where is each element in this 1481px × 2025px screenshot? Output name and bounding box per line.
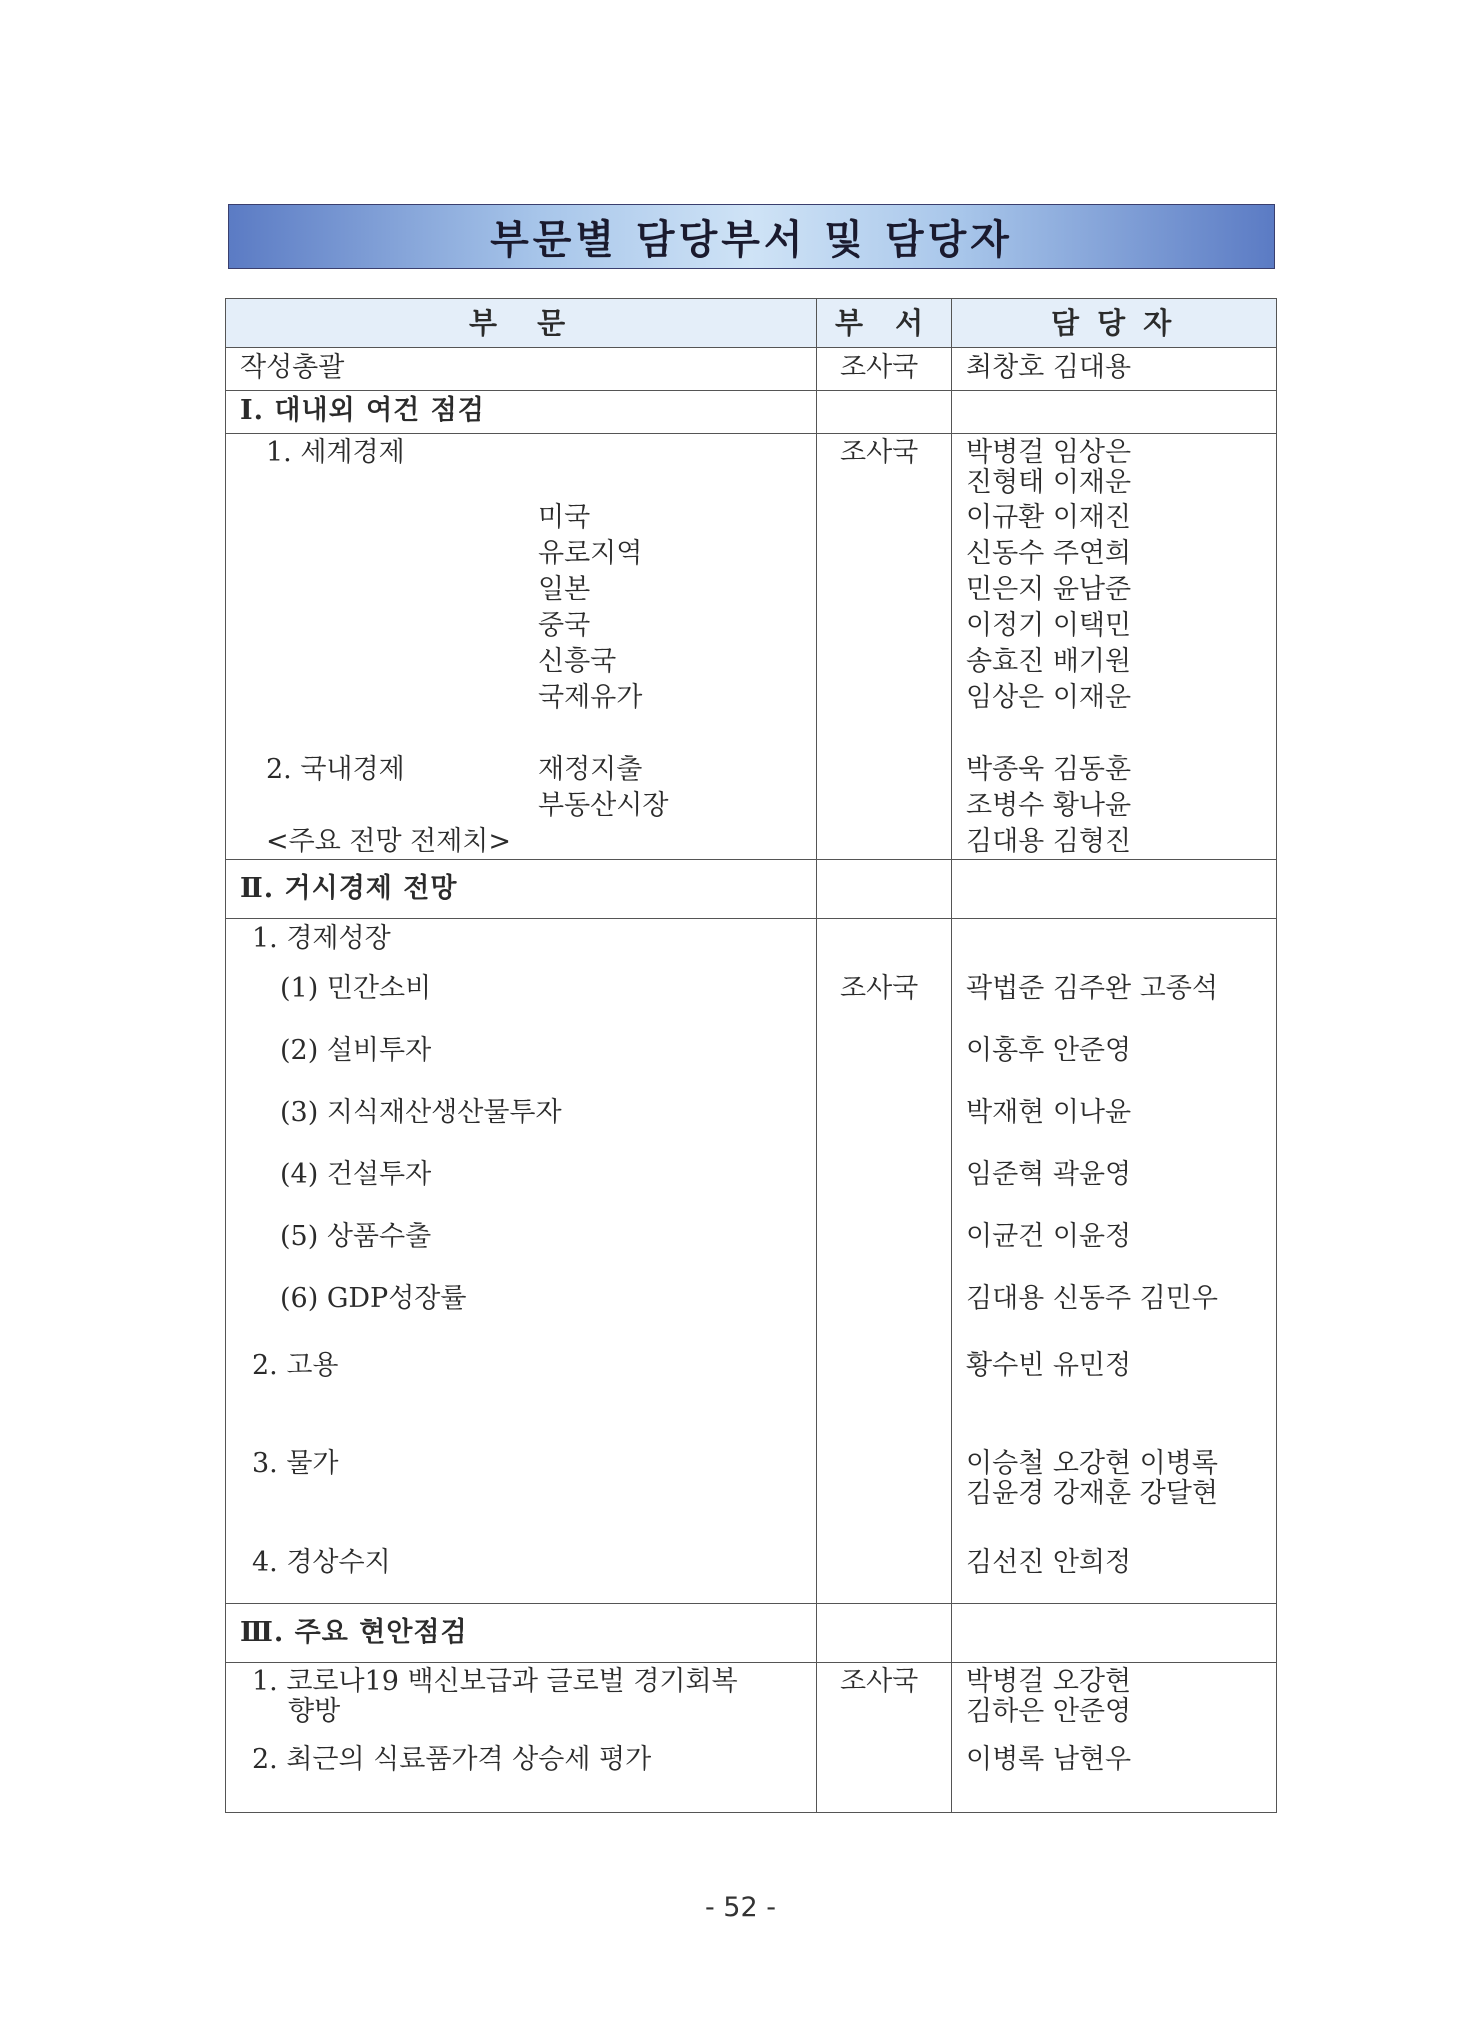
person-prices-1: 이승철 오강현 이병록 [966,1448,1218,1479]
sub-label-consumption: (1) 민간소비 [280,973,432,1004]
person-gdp: 김대용 신동주 김민우 [966,1283,1218,1314]
dept-world-economy: 조사국 [840,437,919,468]
person-euro: 신동수 주연희 [966,538,1132,569]
row-divider [226,859,1276,860]
row-label-premises: <주요 전망 전제치> [266,826,511,857]
title-banner [228,204,1275,269]
person-real-estate: 조병수 황나윤 [966,790,1132,821]
section-heading-1: Ⅰ. 대내외 여건 점검 [240,395,485,426]
person-food-prices: 이병록 남현우 [966,1744,1132,1775]
row-label-overall: 작성총괄 [240,352,345,383]
assignment-table [225,298,1277,1813]
header-col-dept: 부 서 [835,306,924,340]
person-fiscal: 박종욱 김동훈 [966,754,1132,785]
person-current-account: 김선진 안희정 [966,1547,1132,1578]
person-exports: 이균건 이윤정 [966,1221,1132,1252]
header-col-section: 부 문 [469,306,566,340]
person-consumption: 곽법준 김주완 고종석 [966,973,1218,1004]
row-label-covid-2: 향방 [288,1696,341,1727]
sub-label-usa: 미국 [538,502,591,533]
row-label-growth: 1. 경제성장 [252,923,391,954]
row-label-current-account: 4. 경상수지 [252,1547,391,1578]
person-overall: 최창호 김대용 [966,352,1132,383]
person-oil: 임상은 이재운 [966,682,1132,713]
person-china: 이정기 이택민 [966,610,1132,641]
sub-label-japan: 일본 [538,574,591,605]
person-world-economy-2: 진형태 이재운 [966,467,1132,498]
sub-label-construction: (4) 건설투자 [280,1159,432,1190]
person-world-economy-1: 박병걸 임상은 [966,437,1132,468]
row-label-prices: 3. 물가 [252,1448,339,1479]
page-title: 부문별 담당부서 및 담당자 [490,216,1013,263]
col-divider-1 [816,299,817,1812]
person-construction: 임준혁 곽윤영 [966,1159,1132,1190]
person-premises: 김대용 김형진 [966,826,1132,857]
row-divider [226,433,1276,434]
row-divider [226,1603,1276,1604]
row-divider [226,918,1276,919]
sub-label-oil: 국제유가 [538,682,643,713]
sub-label-real-estate: 부동산시장 [538,790,669,821]
sub-label-euro: 유로지역 [538,538,643,569]
dept-covid: 조사국 [840,1666,919,1697]
sub-label-exports: (5) 상품수출 [280,1221,432,1252]
sub-label-gdp: (6) GDP성장률 [280,1283,467,1314]
page-number: - 52 - [704,1892,776,1923]
dept-growth: 조사국 [840,973,919,1004]
person-ip-investment: 박재현 이나윤 [966,1097,1132,1128]
person-usa: 이규환 이재진 [966,502,1132,533]
sub-label-ip-investment: (3) 지식재산생산물투자 [280,1097,562,1128]
sub-label-emerging: 신흥국 [538,646,617,677]
row-divider [226,1662,1276,1663]
row-label-covid-1: 1. 코로나19 백신보급과 글로벌 경기회복 [252,1666,738,1697]
person-prices-2: 김윤경 강재훈 강달현 [966,1478,1218,1509]
person-covid-2: 김하은 안준영 [966,1696,1132,1727]
sub-label-fiscal: 재정지출 [538,754,643,785]
row-divider [226,390,1276,391]
col-divider-2 [951,299,952,1812]
row-label-employment: 2. 고용 [252,1350,339,1381]
person-japan: 민은지 윤남준 [966,574,1132,605]
row-label-food-prices: 2. 최근의 식료품가격 상승세 평가 [252,1744,652,1775]
dept-overall: 조사국 [840,352,919,383]
sub-label-equipment: (2) 설비투자 [280,1035,432,1066]
person-emerging: 송효진 배기원 [966,646,1132,677]
row-label-world-economy: 1. 세계경제 [266,437,405,468]
section-heading-3: Ⅲ. 주요 현안점검 [240,1617,468,1648]
person-employment: 황수빈 유민정 [966,1350,1132,1381]
header-col-person: 담 당 자 [1051,306,1176,340]
row-divider [226,347,1276,348]
row-label-domestic-economy: 2. 국내경제 [266,754,405,785]
section-heading-2: Ⅱ. 거시경제 전망 [240,873,458,904]
person-equipment: 이홍후 안준영 [966,1035,1132,1066]
sub-label-china: 중국 [538,610,591,641]
person-covid-1: 박병걸 오강현 [966,1666,1132,1697]
